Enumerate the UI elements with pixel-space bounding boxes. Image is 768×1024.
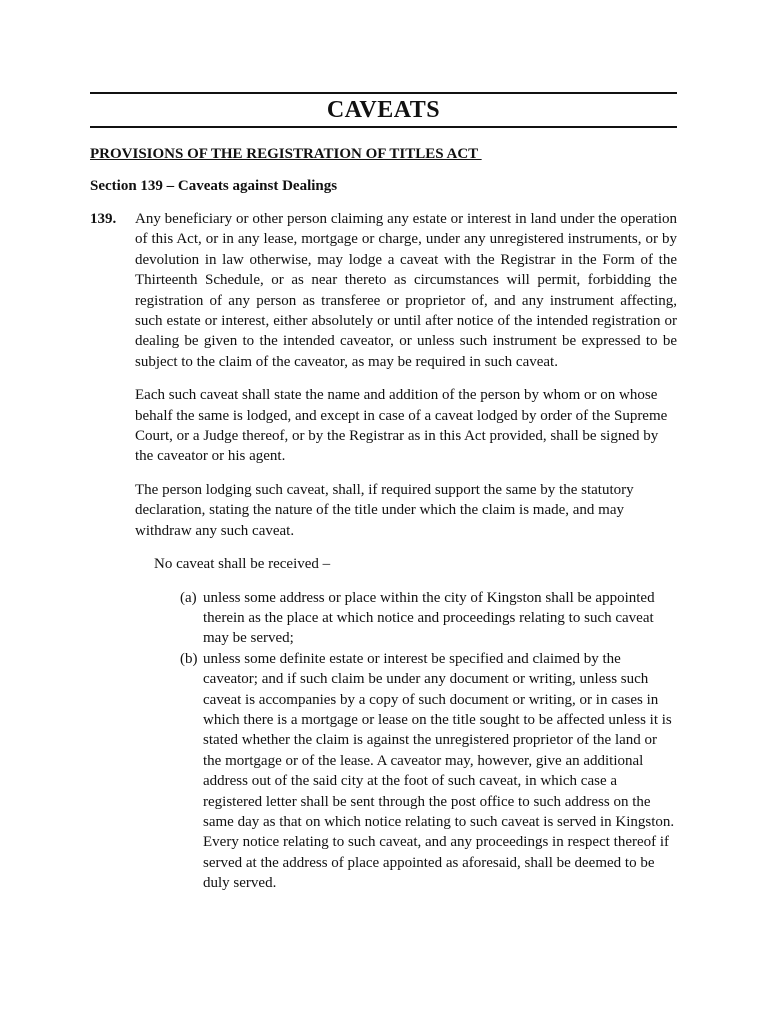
list-item-text: unless some address or place within the city of Kingston shall be appointed therein as the place at which notice and proceedings relating to such caveat may be served; (203, 589, 655, 647)
list-marker: (b) (180, 650, 198, 667)
section-number: 139. (90, 211, 117, 227)
section-paragraph-2: Each such caveat shall state the name and addition of the person by whom or on whose behalf the same is lodged, and except in case of a caveat lodged by order of the Supreme Court, or a Judge thereof, or by the Registrar as in this Act provided, shall be signed by the caveator or his agent. (135, 387, 668, 465)
section-heading: Section 139 – Caveats against Dealings (90, 178, 338, 194)
page-title: CAVEATS (326, 97, 441, 123)
list-marker: (a) (180, 589, 197, 606)
provisions-heading: PROVISIONS OF THE REGISTRATION OF TITLES ACT (90, 146, 482, 162)
title-block (90, 92, 677, 128)
list-intro: No caveat shall be received – (154, 556, 331, 573)
section-paragraph-1: Any beneficiary or other person claiming any estate or interest in land under the operation of this Act, or in any lease, mortgage or charge, under any unregistered instruments, or by devolution in law otherwise, may lodge a caveat with the Registrar in the Form of the Thirteenth Schedule, or as near thereto as circumstances will permit, forbidding the registration of any person as transferee or proprietor of, and any instrument affecting, such estate or interest, either absolutely or until after notice of the intended registration or dealing be given to the intended caveator, or unless such instrument be expressed to be subject to the claim of the caveator, as may be required in such caveat. (135, 211, 677, 370)
list-item-b (180, 649, 677, 894)
document-page (90, 92, 677, 894)
list-item-text: unless some definite estate or interest be specified and claimed by the caveator; and if such claim be under any document or writing, unless such caveat is accompanies by a copy of such document or writing, or in cases in which there is a mortgage or lease on the title sought to be affected unless it is stated whether the claim is against the unregistered proprietor of the land or the mortgage or of the lease. A caveator may, however, give an additional address out of the said city at the foot of such caveat, in which case a registered letter shall be sent through the post office to such address on the same day as that on which notice relating to such caveat is served in Kingston. Every notice relating to such caveat, and any proceedings in respect thereof if served at the address of place appointed as aforesaid, shall be deemed to be duly served. (203, 650, 675, 892)
section-paragraph-3: The person lodging such caveat, shall, if required support the same by the statutory declaration, stating the nature of the title under which the claim is made, and may withdraw any such caveat. (135, 481, 634, 539)
section-139-block (90, 209, 677, 372)
conditions-list (180, 588, 677, 894)
list-item-a (180, 588, 677, 649)
